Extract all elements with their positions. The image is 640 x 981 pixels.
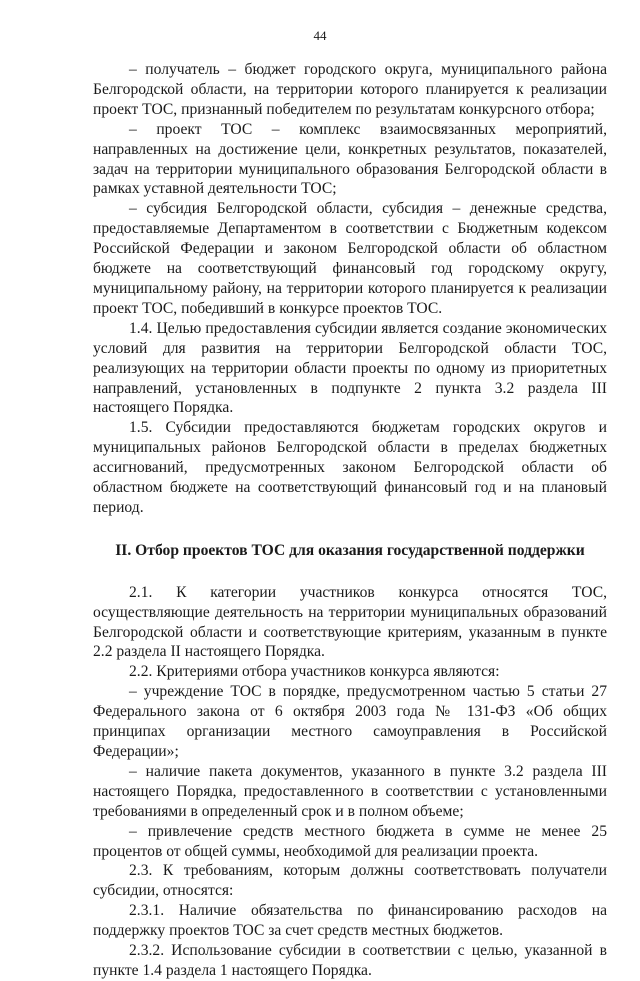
document-body: [93, 60, 607, 981]
paragraph-criterion-establishment: – учреждение ТОС в порядке, предусмотренном частью 5 статьи 27 Федерального закона от 6 октября 2003 года № 131-ФЗ «Об общих принципах организации местного самоуправления в Российской Федерации»;: [93, 683, 607, 760]
paragraph-1-4: 1.4. Целью предоставления субсидии является создание экономических условий для развития на территории Белгородской области ТОС, реализующих на территории области проекты по одному из приоритетных направлений, установленных в подпункте 2 пункта 3.2 раздела III настоящего Порядка.: [93, 319, 607, 417]
paragraph-2-1: 2.1. К категории участников конкурса относятся ТОС, осуществляющие деятельность на территории муниципальных образований Белгородской области и соответствующие критериям, указанным в пункте 2.2 раздела II настоящего Порядка.: [93, 583, 607, 661]
paragraph-2-3-2: 2.3.2. Использование субсидии в соответствии с целью, указанной в пункте 1.4 раздела 1 настоящего Порядка.: [93, 942, 607, 979]
paragraph-2-3-1: 2.3.1. Наличие обязательства по финансированию расходов на поддержку проектов ТОС за счет средств местных бюджетов.: [93, 902, 607, 940]
page-number: 44: [313, 28, 327, 43]
paragraph-project-definition: – проект ТОС – комплекс взаимосвязанных мероприятий, направленных на достижение цели, конкретных результатов, показателей, задач на территории муниципального образования Белгородской области в рамках уставной деятельности ТОС;: [93, 120, 607, 198]
paragraph-recipient-definition: – получатель – бюджет городского округа, муниципального района Белгородской области, на территории которого планируется к реализации проект ТОС, признанный победителем по результатам конкурсного отбора;: [93, 61, 607, 118]
paragraph-1-5: 1.5. Субсидии предоставляются бюджетам городских округов и муниципальных районов Белгородской области в пределах бюджетных ассигнований, предусмотренных законом Белгородской области об областном бюджете на соответствующий финансовый год и на плановый период.: [93, 419, 607, 516]
paragraph-2-3: 2.3. К требованиям, которым должны соответствовать получатели субсидии, относятся:: [93, 862, 607, 900]
paragraph-2-2: 2.2. Критериями отбора участников конкурса являются:: [129, 663, 500, 681]
section-heading: II. Отбор проектов ТОС для оказания государственной поддержки: [115, 541, 585, 559]
paragraph-criterion-documents: – наличие пакета документов, указанного в пункте 3.2 раздела III настоящего Порядка, предоставленного в соответствии с установленными требованиями в определенный срок и в полном объеме;: [93, 762, 607, 820]
paragraph-criterion-funding: – привлечение средств местного бюджета в сумме не менее 25 процентов от общей суммы, необходимой для реализации проекта.: [93, 822, 607, 860]
paragraph-subsidy-definition: – субсидия Белгородской области, субсидия – денежные средства, предоставляемые Департаментом в соответствии с Бюджетным кодексом Российской Федерации и законом Белгородской области об областном бюджете на соответствующий финансовый год городскому округу, муниципальному району, на территории которого планируется к реализации проект ТОС, победивший в конкурсе проектов ТОС.: [93, 200, 607, 317]
